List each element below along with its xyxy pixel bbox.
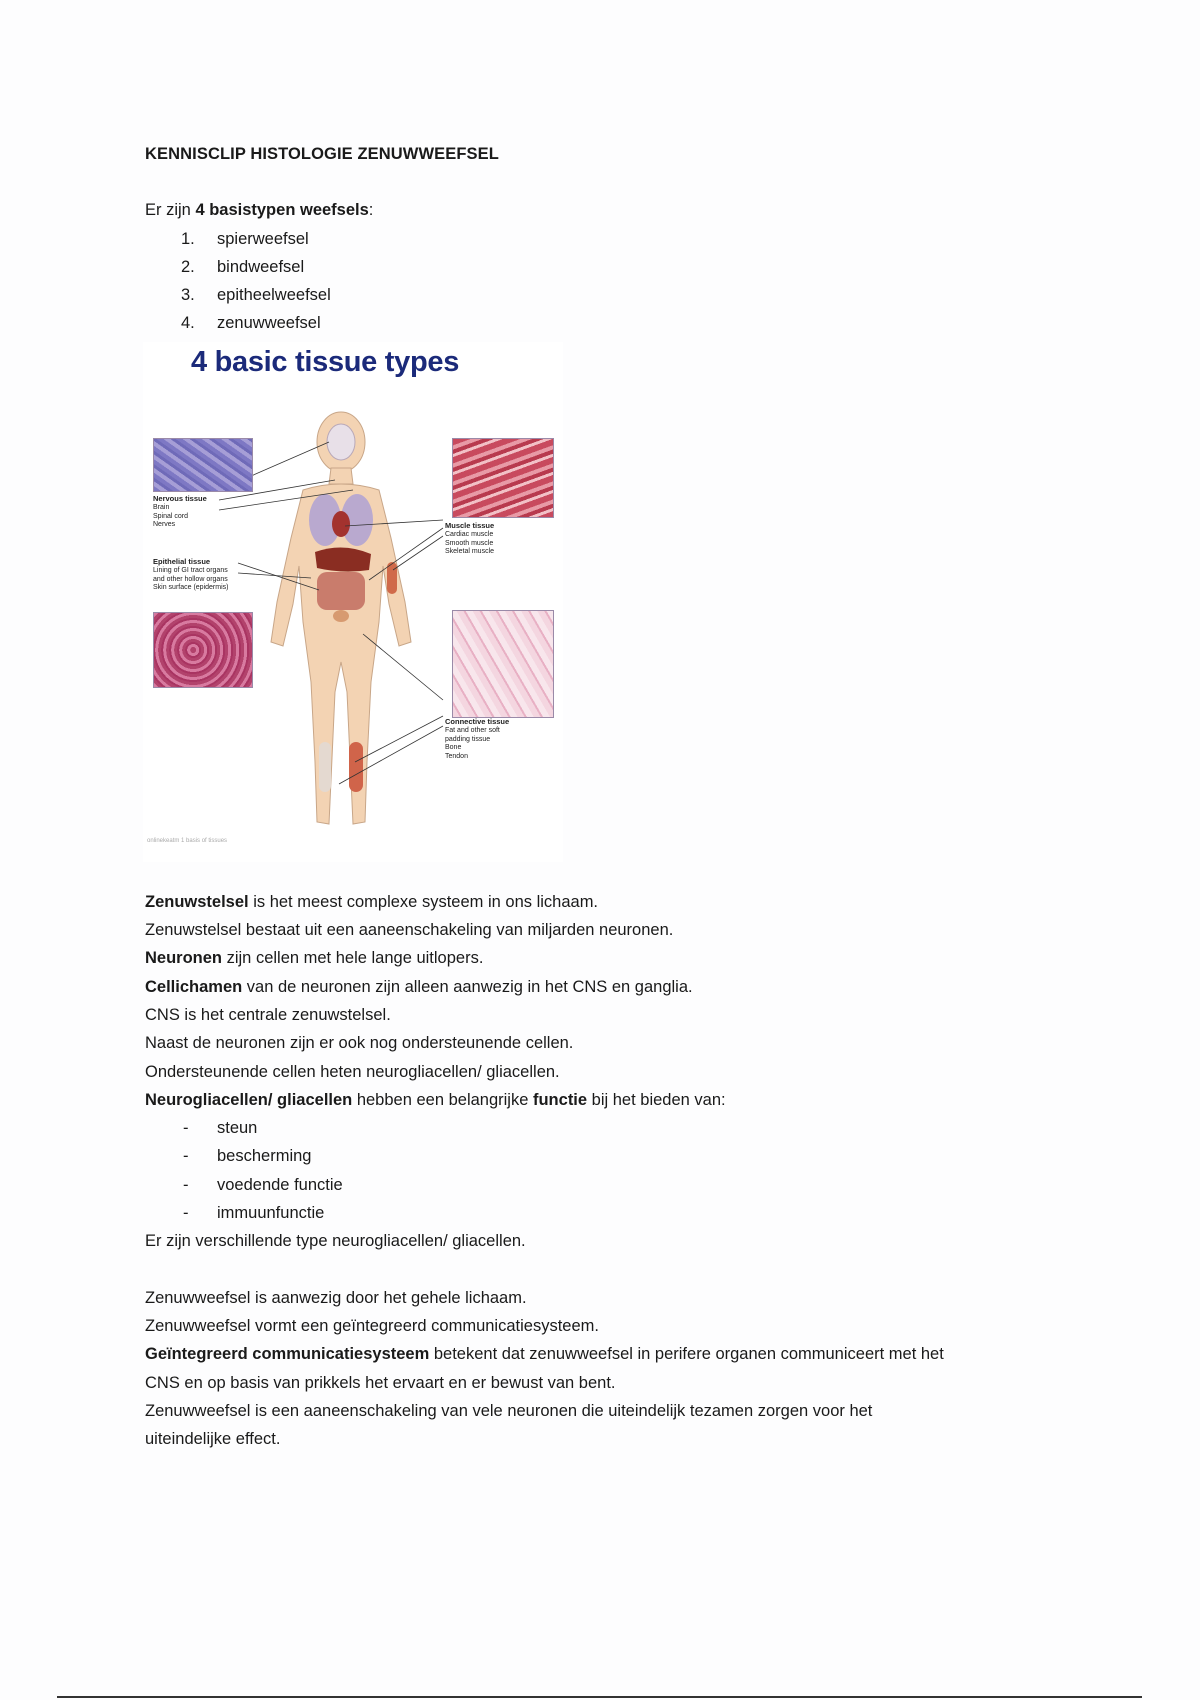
function-list [145,1114,1065,1227]
muscle-heading: Muscle tissue [445,520,495,530]
epithelial-tissue-label [153,558,228,593]
list-item [145,1114,1065,1142]
bladder-shape [333,610,349,622]
epithelial-heading: Epithelial tissue [153,556,211,566]
human-body-illustration [143,342,563,862]
muscle-item: Smooth muscle [445,539,494,547]
list-number: 2. [181,257,195,276]
text-line [145,888,1065,916]
nervous-item: Nerves [153,521,176,529]
list-label: spierweefsel [217,229,309,248]
list-number: 3. [181,286,195,305]
liver-shape [315,547,371,571]
list-number: 1. [181,229,195,248]
dash-marker: - [183,1204,189,1223]
list-item [145,253,1065,281]
list-label: zenuwweefsel [217,314,321,333]
figure-title: 4 basic tissue types [191,345,460,378]
list-item [145,1142,1065,1170]
list-label: steun [217,1119,258,1138]
bold-term: Neurogliacellen/ gliacellen [145,1090,353,1109]
text-line [145,973,1065,1001]
nervous-tissue-label [153,495,207,530]
text-line: CNS en op basis van prikkels het ervaart en er bewust van bent. [145,1373,616,1392]
dash-marker: - [183,1119,189,1138]
text-line: uiteindelijke effect. [145,1430,281,1449]
line-text: Ondersteunende cellen heten neurogliacellen/ gliacellen. [145,1062,560,1081]
leader-line [393,536,443,570]
list-label: voedende functie [217,1175,343,1194]
paragraph-gap [145,1256,1065,1284]
epithelial-item: Skin surface (epidermis) [153,584,229,592]
list-number: 4. [181,314,195,333]
text-line: Zenuwweefsel is aanwezig door het gehele lichaam. [145,1288,527,1307]
connective-item: Tendon [445,752,468,760]
document-page [145,140,1065,1453]
intro-prefix: Er zijn [145,201,196,220]
text-line [145,1029,1065,1057]
brain-shape [327,424,355,460]
intro-suffix: : [368,201,374,220]
arm-muscle-shape [387,562,397,594]
muscle-tissue-micrograph [452,438,554,518]
document-title: KENNISCLIP HISTOLOGIE ZENUWWEEFSEL [145,145,499,163]
connective-item: Fat and other soft [445,727,500,735]
bold-term: Cellichamen [145,977,243,996]
list-label: bindweefsel [217,257,305,276]
list-label: bescherming [217,1147,312,1166]
list-label: immuunfunctie [217,1204,325,1223]
nervous-item: Brain [153,504,170,512]
list-item [145,1171,1065,1199]
bold-term: functie [532,1090,588,1109]
neck-shape [329,468,353,484]
nervous-heading: Nervous tissue [153,493,207,503]
list-label: epitheelweefsel [217,286,331,305]
line-text: hebben een belangrijke [352,1090,533,1109]
list-item [145,1199,1065,1227]
line-text: CNS is het centrale zenuwstelsel. [145,1005,391,1024]
text-line [145,1340,1065,1368]
connective-item: padding tissue [445,735,491,743]
text-line [145,944,1065,972]
text-line [145,1086,1065,1114]
connective-item: Bone [445,744,462,752]
line-text: bij het bieden van: [587,1090,726,1109]
nervous-tissue-micrograph [153,438,253,492]
intro-bold: 4 basistypen weefsels [195,201,369,220]
text-line [145,1058,1065,1086]
tissue-types-figure [143,342,563,862]
line-text: van de neuronen zijn alleen aanwezig in het CNS en ganglia. [242,977,693,996]
tissue-type-list [145,225,1065,338]
connective-tissue-micrograph [452,610,554,718]
epithelial-tissue-micrograph [153,612,253,688]
page-bottom-rule [57,1696,1142,1698]
epithelial-item: Lining of GI tract organs [153,567,228,575]
line-text: zijn cellen met hele lange uitlopers. [222,949,484,968]
dash-marker: - [183,1147,189,1166]
leg-bone-shape [319,742,331,792]
muscle-item: Skeletal muscle [445,548,495,556]
list-item [145,281,1065,309]
text-line: Er zijn verschillende type neurogliacellen/ gliacellen. [145,1232,526,1251]
text-line [145,1001,1065,1029]
connective-tissue-label [445,718,509,762]
line-text: is het meest complexe systeem in ons lichaam. [248,892,599,911]
line-text: Naast de neuronen zijn er ook nog ondersteunende cellen. [145,1034,574,1053]
intestine-shape [317,572,365,610]
muscle-tissue-label [445,522,494,557]
figure-credit: onlinekeatm 1 basis of tissues [147,838,228,845]
text-line: Zenuwweefsel vormt een geïntegreerd communicatiesysteem. [145,1316,599,1335]
intro-line [145,196,1065,224]
text-line [145,916,1065,944]
nervous-item: Spinal cord [153,512,189,520]
leg-muscle-shape [349,742,363,792]
connective-heading: Connective tissue [445,716,510,726]
dash-marker: - [183,1175,189,1194]
heart-shape [332,511,350,537]
text-line: Zenuwweefsel is een aaneenschakeling van vele neuronen die uiteindelijk tezamen zorgen voor het [145,1401,873,1420]
muscle-item: Cardiac muscle [445,531,494,539]
bold-term: Zenuwstelsel [145,892,249,911]
bold-term: Geïntegreerd communicatiesysteem [145,1345,430,1364]
line-text: betekent dat zenuwweefsel in perifere organen communiceert met het [429,1345,944,1364]
list-item [145,225,1065,253]
line-text: Zenuwstelsel bestaat uit een aaneenschakeling van miljarden neuronen. [145,921,674,940]
list-item [145,309,1065,337]
bold-term: Neuronen [145,949,223,968]
epithelial-item: and other hollow organs [153,575,228,583]
